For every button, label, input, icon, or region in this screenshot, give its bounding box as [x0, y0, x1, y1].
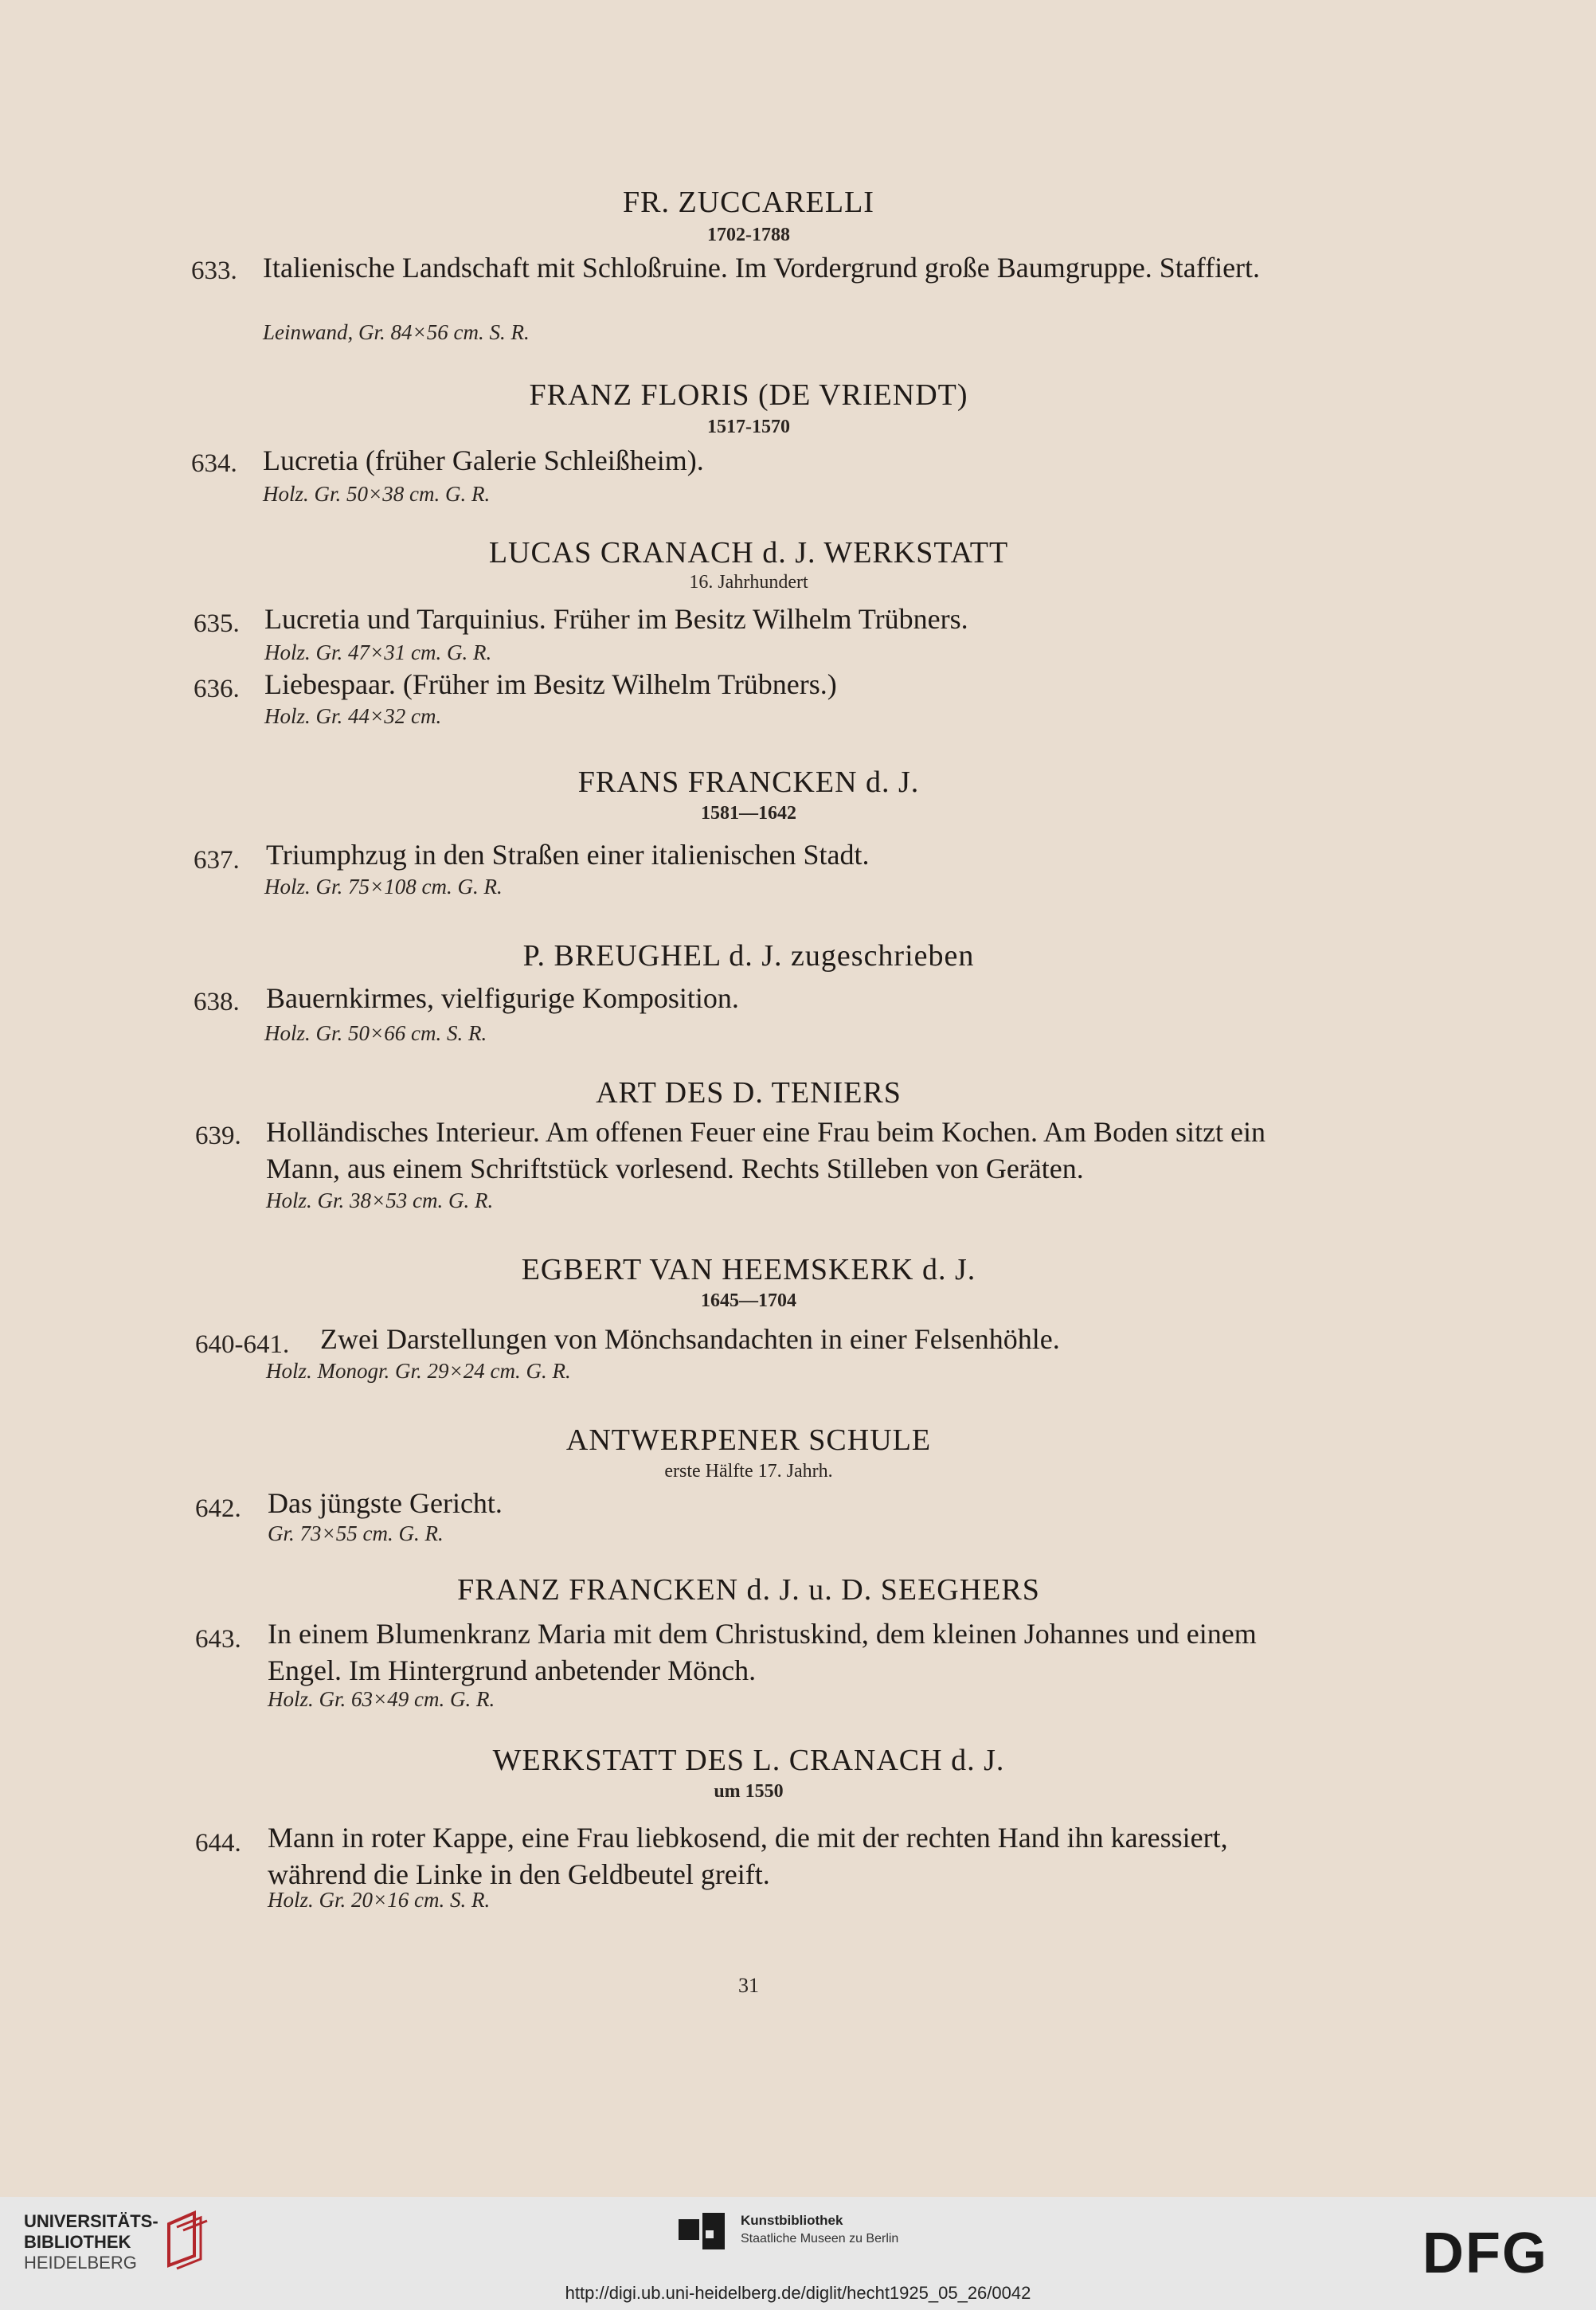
lot-details: Holz. Gr. 50×66 cm. S. R. [264, 1021, 487, 1045]
lot-number: 639. [195, 1122, 241, 1150]
kunstbibliothek-emblem-icon [679, 2213, 730, 2257]
lot-description: Lucretia und Tarquinius. Früher im Besitz Wilhelm Trübners. [264, 603, 968, 635]
kunstbibliothek-logo[interactable] [679, 2213, 899, 2261]
lot-number: 636. [194, 675, 240, 703]
permalink-url[interactable]: http://digi.ub.uni-heidelberg.de/diglit/hecht1925_05_26/0042 [565, 2283, 1031, 2303]
lot-number: 637. [194, 846, 240, 875]
lot-number: 635. [194, 609, 240, 638]
lot-description: Bauernkirmes, vielfigurige Komposition. [266, 982, 739, 1014]
lot-description: Zwei Darstellungen von Mönchsandachten in einer Felsenhöhle. [320, 1323, 1060, 1355]
kunstbibliothek-subtitle: Staatliche Museen zu Berlin [741, 2232, 899, 2245]
artist-heading: LUCAS CRANACH d. J. WERKSTATT [488, 536, 1009, 570]
lot-details: Leinwand, Gr. 84×56 cm. S. R. [263, 320, 530, 344]
logo-line: HEIDELBERG [24, 2253, 137, 2273]
lot-description: Triumphzug in den Straßen einer italienischen Stadt. [266, 839, 870, 871]
logo-line: UNIVERSITÄTS- [24, 2211, 158, 2231]
artist-dates: erste Hälfte 17. Jahrh. [664, 1461, 833, 1482]
artist-heading: FRANZ FLORIS (DE VRIENDT) [529, 378, 968, 412]
lot-details: Holz. Gr. 50×38 cm. G. R. [263, 482, 491, 506]
lot-details: Gr. 73×55 cm. G. R. [268, 1521, 444, 1545]
lot-description: Holländisches Interieur. Am offenen Feuer eine Frau beim Kochen. Am Boden sitzt ein Mann, aus einem Schriftstück vorlesend. Rechts Stilleben von Geräten. [266, 1116, 1266, 1184]
artist-heading: EGBERT VAN HEEMSKERK d. J. [521, 1253, 976, 1286]
lot-details: Holz. Gr. 20×16 cm. S. R. [268, 1888, 491, 1912]
artist-dates: 1581—1642 [701, 803, 796, 824]
artist-heading: FR. ZUCCARELLI [623, 186, 874, 219]
lot-number: 638. [194, 988, 240, 1016]
lot-number: 633. [191, 256, 237, 285]
lot-details: Holz. Gr. 63×49 cm. G. R. [268, 1687, 495, 1711]
lot-details: Holz. Gr. 44×32 cm. [264, 704, 442, 728]
lot-details: Holz. Gr. 38×53 cm. G. R. [266, 1188, 494, 1212]
lot-number: 640-641. [195, 1330, 290, 1359]
artist-dates: 1517-1570 [707, 417, 790, 437]
lot-number: 634. [191, 449, 237, 478]
lot-details: Holz. Gr. 47×31 cm. G. R. [264, 640, 492, 664]
artist-heading: FRANZ FRANCKEN d. J. u. D. SEEGHERS [457, 1573, 1040, 1607]
lot-description: Liebespaar. (Früher im Besitz Wilhelm Trübners.) [264, 668, 837, 700]
lot-description: Lucretia (früher Galerie Schleißheim). [263, 444, 704, 476]
lot-number: 643. [195, 1625, 241, 1654]
artist-dates: 1645—1704 [701, 1290, 796, 1311]
kunstbibliothek-name: Kunstbibliothek [741, 2213, 843, 2228]
lot-number: 644. [195, 1829, 241, 1858]
artist-heading: ART DES D. TENIERS [596, 1076, 902, 1110]
lot-description: Mann in roter Kappe, eine Frau liebkosend, die mit der rechten Hand ihn karessiert, während die Linke in den Geldbeutel greift. [268, 1822, 1228, 1890]
lot-description: In einem Blumenkranz Maria mit dem Christuskind, dem kleinen Johannes und einem Engel. Im Hintergrund anbetender Mönch. [268, 1618, 1257, 1686]
lot-details: Holz. Gr. 75×108 cm. G. R. [264, 875, 503, 899]
artist-heading: WERKSTATT DES L. CRANACH d. J. [492, 1744, 1005, 1777]
artist-dates: um 1550 [714, 1781, 784, 1802]
logo-line: BIBLIOTHEK [24, 2232, 131, 2252]
artist-heading: P. BREUGHEL d. J. zugeschrieben [522, 939, 975, 973]
lot-details: Holz. Monogr. Gr. 29×24 cm. G. R. [266, 1359, 571, 1383]
lot-description: Italienische Landschaft mit Schloßruine. Im Vordergrund große Baumgruppe. Staffiert. [263, 252, 1261, 284]
lot-number: 642. [195, 1494, 241, 1523]
artist-dates: 16. Jahrhundert [689, 572, 808, 593]
artist-heading: FRANS FRANCKEN d. J. [577, 765, 920, 799]
dfg-logo[interactable]: DFG [1422, 2222, 1548, 2285]
artist-dates: 1702-1788 [707, 225, 790, 245]
university-emblem-icon [159, 2206, 223, 2270]
university-library-logo[interactable] [24, 2211, 175, 2273]
lot-description: Das jüngste Gericht. [268, 1487, 503, 1519]
artist-heading: ANTWERPENER SCHULE [565, 1423, 932, 1457]
page-number: 31 [738, 1974, 759, 1997]
